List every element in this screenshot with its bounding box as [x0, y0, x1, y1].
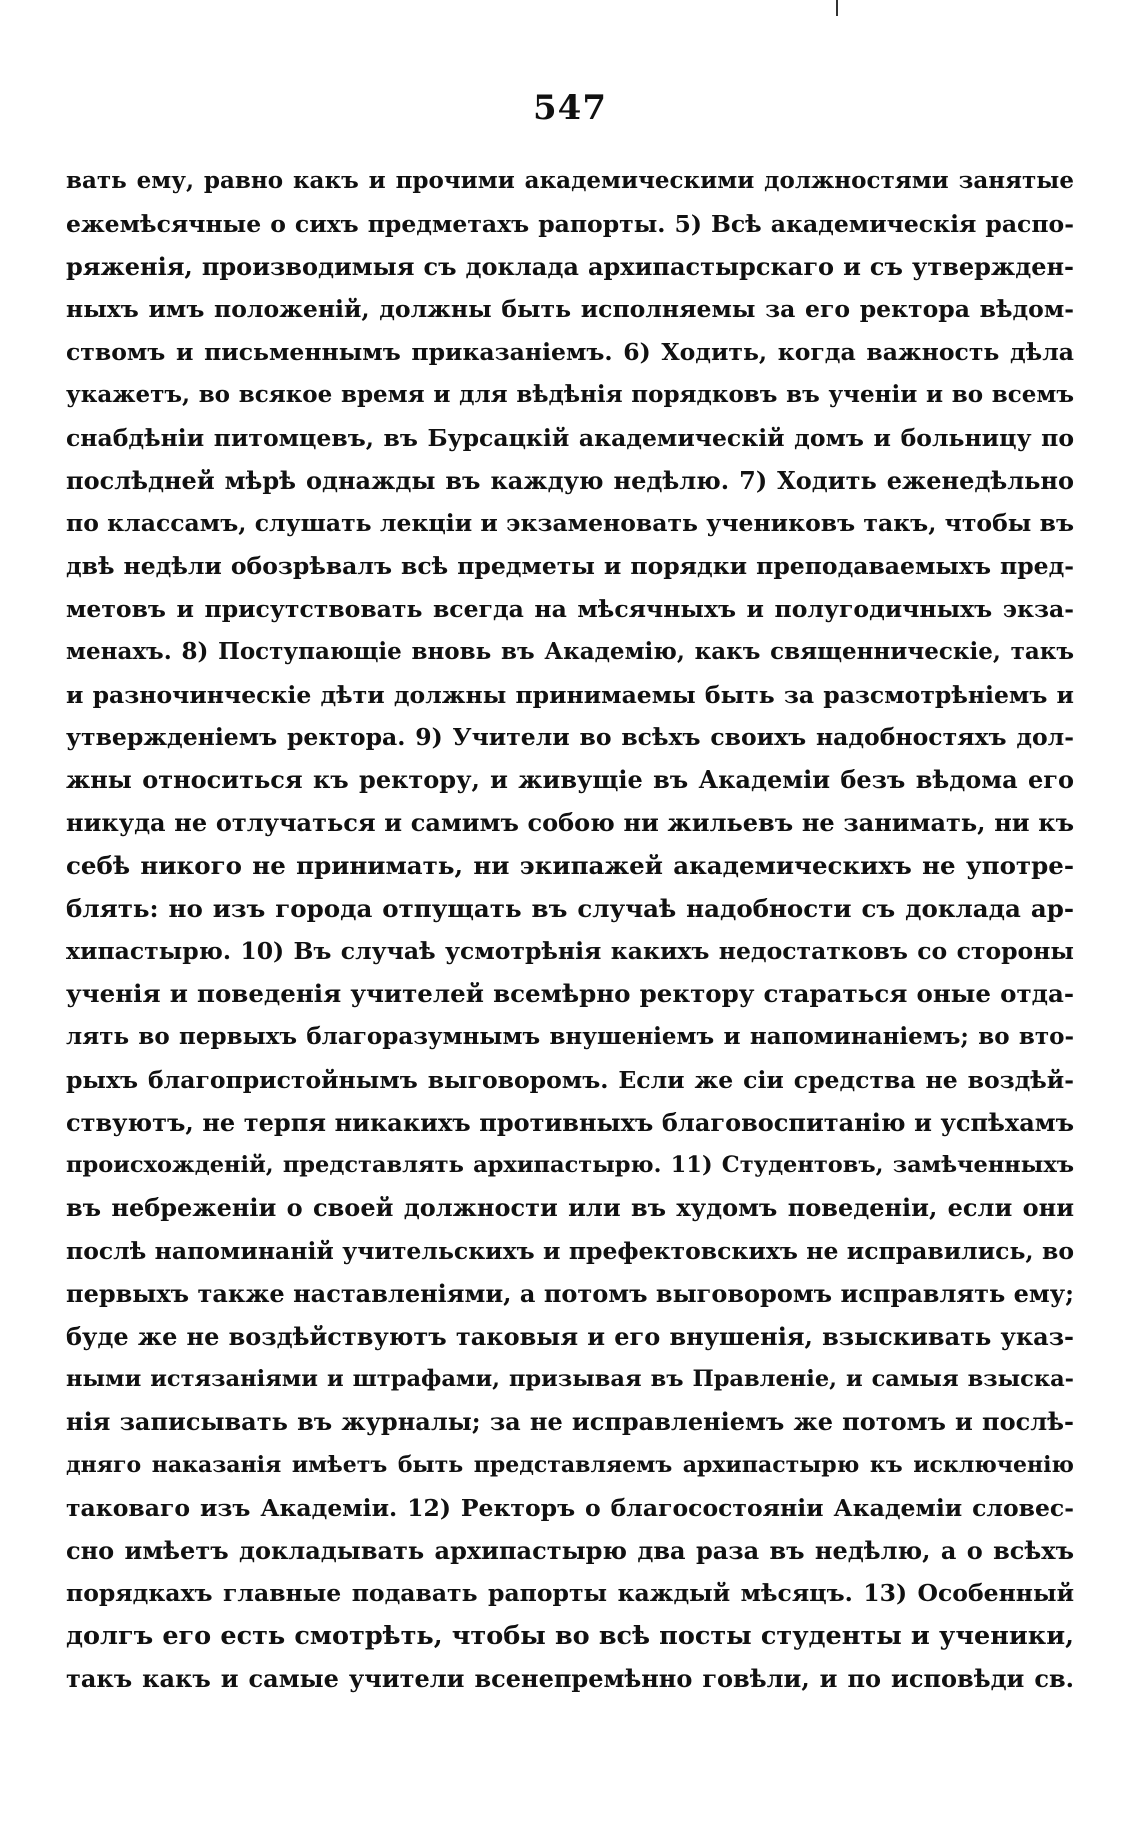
- text-line: долгъ его есть смотрѣть, чтобы во всѣ посты студенты и ученики,: [66, 1621, 1074, 1652]
- text-line: таковаго изъ Академіи. 12) Ректоръ о благосостояніи Академіи словес-: [66, 1493, 1074, 1522]
- text-line: лять во первыхъ благоразумнымъ внушеніемъ и напоминаніемъ; во вто-: [66, 1022, 1074, 1050]
- text-line: снабдѣніи питомцевъ, въ Бурсацкій академическій домъ и больницу по: [66, 423, 1074, 452]
- text-line: менахъ. 8) Поступающіе вновь въ Академію, какъ священническіе, такъ: [66, 637, 1074, 665]
- text-line: происхожденій, представлять архипастырю. 11) Студентовъ, замѣченныхъ: [66, 1152, 1074, 1179]
- text-line: ными истязаніями и штрафами, призывая въ Правленіе, и самыя взыска-: [66, 1366, 1074, 1393]
- text-line: блять: но изъ города отпущать въ случаѣ надобности съ доклада ар-: [66, 893, 1074, 923]
- scan-edge-mark: [836, 0, 838, 16]
- text-line: ствуютъ, не терпя никакихъ противныхъ благовоспитанію и успѣхамъ: [66, 1107, 1074, 1137]
- text-line: ежемѣсячные о сихъ предметахъ рапорты. 5) Всѣ академическія распо-: [66, 209, 1074, 238]
- text-line: такъ какъ и самые учители всенепремѣнно говѣли, и по исповѣди св.: [66, 1663, 1074, 1693]
- text-line: и разночинческіе дѣти должны принимаемы быть за разсмотрѣніемъ и: [66, 680, 1074, 709]
- page-number: 547: [533, 88, 607, 128]
- text-line: сно имѣетъ докладывать архипастырю два раза въ недѣлю, а о всѣхъ: [66, 1535, 1074, 1565]
- text-line: ученія и поведенія учителей всемѣрно ректору стараться оные отда-: [66, 979, 1074, 1009]
- body-text: [66, 160, 1074, 1701]
- text-line: двѣ недѣли обозрѣвалъ всѣ предметы и порядки преподаваемыхъ пред-: [66, 552, 1074, 581]
- text-line: ряженія, производимыя съ доклада архипастырскаго и съ утвержден-: [66, 251, 1074, 281]
- text-line: нія записывать въ журналы; за не исправленіемъ же потомъ и послѣ-: [66, 1407, 1074, 1437]
- text-line: рыхъ благопристойнымъ выговоромъ. Если же сіи средства не воздѣй-: [66, 1065, 1074, 1094]
- text-line: порядкахъ главные подавать рапорты каждый мѣсяцъ. 13) Особенный: [66, 1579, 1074, 1608]
- text-line: послѣ напоминаній учительскихъ и префектовскихъ не исправились, во: [66, 1236, 1074, 1265]
- text-line: въ небреженіи о своей должности или въ худомъ поведеніи, если они: [66, 1193, 1074, 1223]
- text-line: дняго наказанія имѣетъ быть представляемъ архипастырю къ исключенію: [66, 1451, 1074, 1478]
- text-line: утвержденіемъ ректора. 9) Учители во всѣхъ своихъ надобностяхъ дол-: [66, 723, 1074, 752]
- text-line: никуда не отлучаться и самимъ собою ни жильевъ не занимать, ни къ: [66, 807, 1074, 837]
- text-line: по классамъ, слушать лекціи и экзаменовать учениковъ такъ, чтобы въ: [66, 509, 1074, 538]
- text-line: послѣдней мѣрѣ однажды въ каждую недѣлю. 7) Ходить еженедѣльно: [66, 465, 1074, 495]
- text-line: укажетъ, во всякое время и для вѣдѣнія порядковъ въ ученіи и во всемъ: [66, 380, 1074, 408]
- text-line: первыхъ также наставленіями, а потомъ выговоромъ исправлять ему;: [66, 1278, 1074, 1308]
- text-line: себѣ никого не принимать, ни экипажей академическихъ не употре-: [66, 850, 1074, 880]
- text-line: вать ему, равно какъ и прочими академическими должностями занятые: [66, 167, 1074, 194]
- text-line: буде же не воздѣйствуютъ таковыя и его внушенія, взыскивать указ-: [66, 1321, 1074, 1351]
- text-line: ствомъ и письменнымъ приказаніемъ. 6) Ходить, когда важность дѣла: [66, 338, 1074, 367]
- text-line: жны относиться къ ректору, и живущіе въ Академіи безъ вѣдома его: [66, 765, 1074, 795]
- text-line: ныхъ имъ положеній, должны быть исполняемы за его ректора вѣдом-: [66, 295, 1074, 324]
- text-line: хипастырю. 10) Въ случаѣ усмотрѣнія какихъ недостатковъ со стороны: [66, 937, 1074, 966]
- text-line: метовъ и присутствовать всегда на мѣсячныхъ и полугодичныхъ экза-: [66, 594, 1074, 623]
